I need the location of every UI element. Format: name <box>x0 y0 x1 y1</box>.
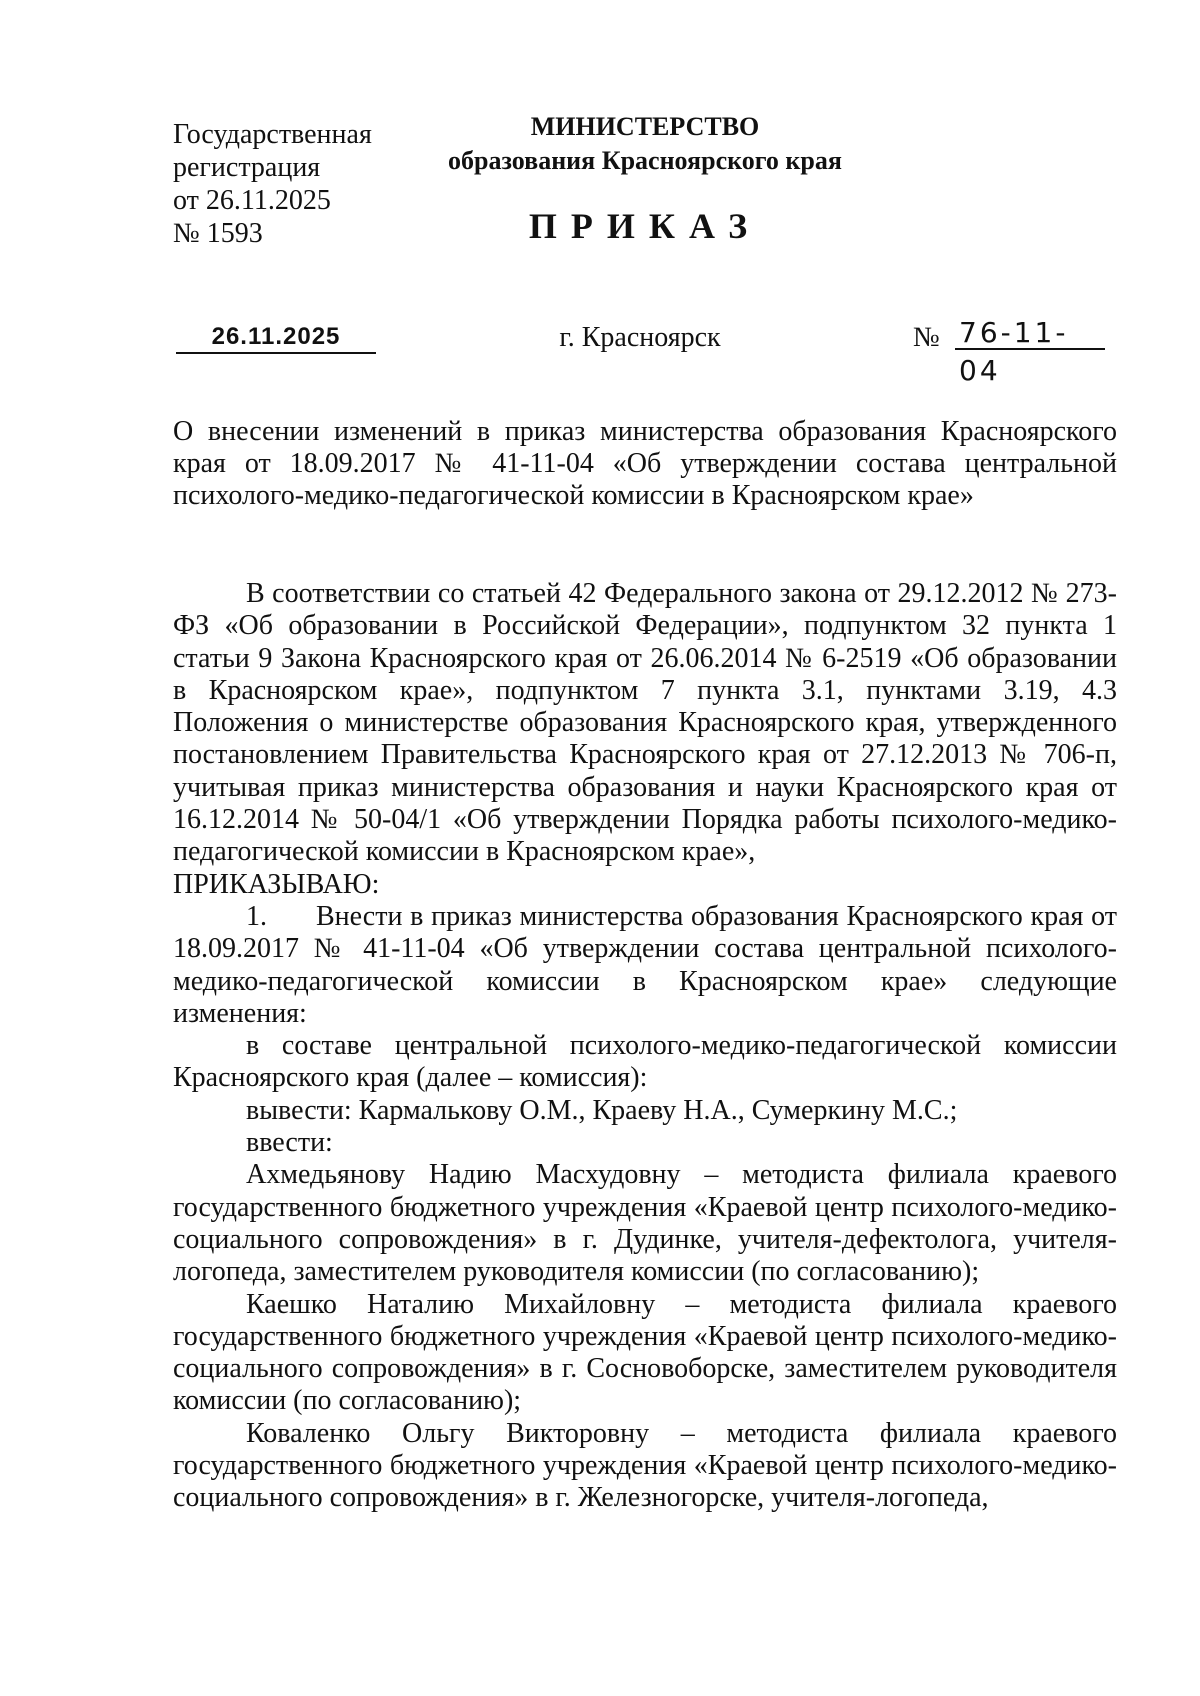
ministry-line-1: МИНИСТЕРСТВО <box>530 112 760 141</box>
order-date-stamp: 26.11.2025 <box>176 322 376 354</box>
preamble-paragraph: В соответствии со статьей 42 Федерального закона от 29.12.2012 № 273-ФЗ «Об образовании в Российской Федерации», подпунктом 32 пункта 1 статьи 9 Закона Красноярского края от 26.06.2014 № 6-2519 «Об образовании в Красноярском крае», подпунктом 7 пункта 3.1, пунктами 3.19, 4.3 Положения о министерстве образования Красноярского края, утвержденного постановлением Правительства Красноярского края от 27.12.2013 № 706-п, учитывая приказ министерства образования и науки Красноярского края от 16.12.2014 № 50-04/1 «Об утверждении Порядка работы психолого-медико-педагогической комиссии в Красноярском крае», <box>173 578 1117 868</box>
member-entry-1: Ахмедьянову Надию Масхудовну – методиста филиала краевого государственного бюджетного учреждения «Краевой центр психолого-медико-социального сопровождения» в г. Дудинке, учителя-дефектолога, учителя-логопеда, заместителем руководителя комиссии (по согласованию); <box>173 1159 1117 1288</box>
item-1-paragraph <box>173 901 1117 1030</box>
member-entry-3: Коваленко Ольгу Викторовну – методиста филиала краевого государственного бюджетного учреждения «Краевой центр психолого-медико-социального сопровождения» в г. Железногорске, учителя-логопеда, <box>173 1417 1117 1514</box>
ministry-heading <box>410 110 880 178</box>
registration-line-3: от 26.11.2025 <box>173 185 331 216</box>
order-number-handwritten: 76-11-04 <box>955 314 1105 350</box>
order-number-sign: № <box>913 322 940 353</box>
state-registration-block <box>173 118 413 250</box>
add-members-paragraph: ввести: <box>246 1127 333 1159</box>
registration-line-4: № 1593 <box>173 218 263 249</box>
item-1-number: 1. <box>246 900 267 932</box>
order-command-word: ПРИКАЗЫВАЮ: <box>173 868 380 900</box>
ministry-line-2: образования Красноярского края <box>448 146 842 175</box>
item-1-text: Внести в приказ министерства образования Красноярского края от 18.09.2017 № 41-11-04 «Об утверждении состава центральной психолого-медико-педагогической комиссии в Красноярском крае» следующие изменения: <box>173 900 1117 1029</box>
registration-line-1: Государственная <box>173 119 372 150</box>
member-entry-2: Каешко Наталию Михайловну – методиста филиала краевого государственного бюджетного учреждения «Краевой центр психолого-медико-социального сопровождения» в г. Сосновоборске, заместителем руководителя комиссии (по согласованию); <box>173 1288 1117 1417</box>
order-city: г. Красноярск <box>559 322 721 353</box>
registration-line-2: регистрация <box>173 152 321 183</box>
composition-paragraph: в составе центральной психолого-медико-педагогической комиссии Красноярского края (далее – комиссия): <box>173 1030 1117 1094</box>
order-subject: О внесении изменений в приказ министерства образования Красноярского края от 18.09.2017 № 41-11-04 «Об утверждении состава центральной психолого-медико-педагогической комиссии в Красноярском крае» <box>173 416 1117 511</box>
document-type-title: ПРИКАЗ <box>528 206 762 246</box>
remove-members-paragraph: вывести: Кармалькову О.М., Краеву Н.А., Сумеркину М.С.; <box>246 1094 958 1126</box>
order-body <box>173 578 1117 1515</box>
